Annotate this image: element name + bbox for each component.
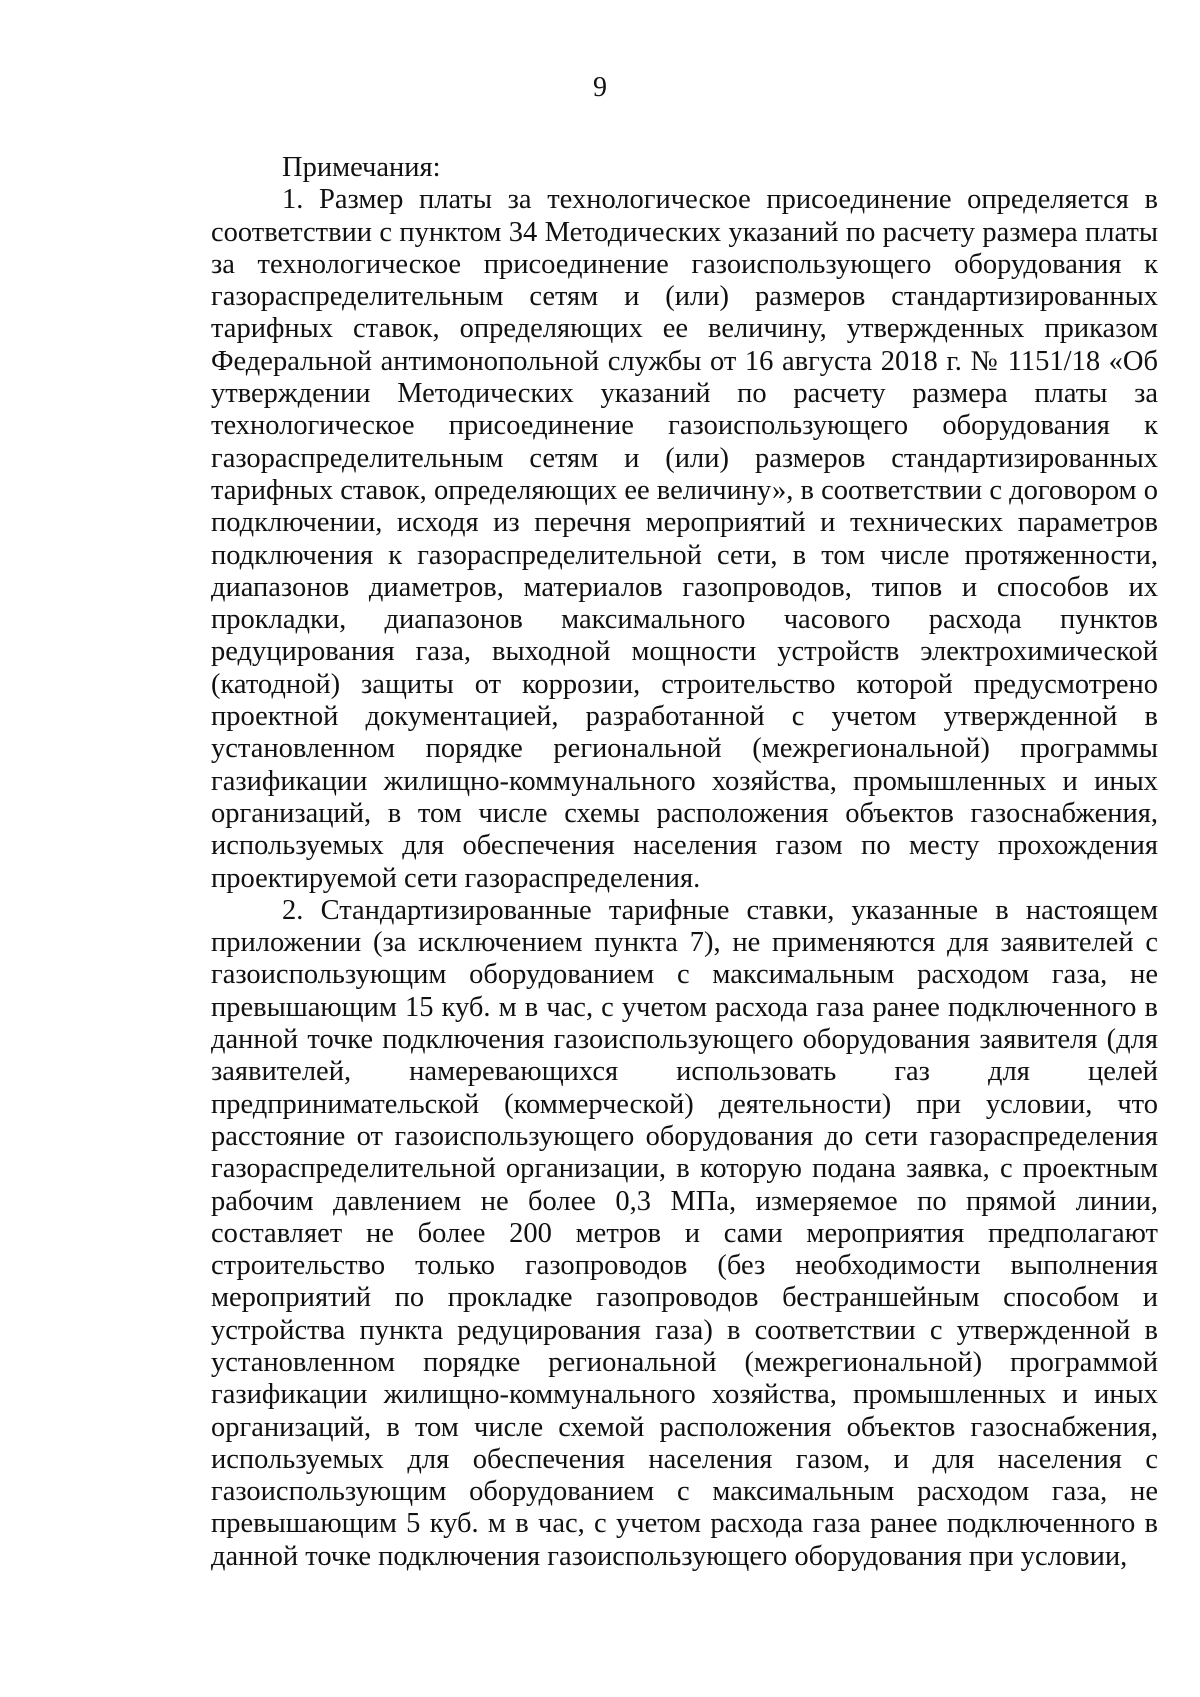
- page-number: 9: [593, 72, 607, 103]
- notes-heading: Примечания:: [282, 152, 441, 183]
- note-paragraph-2: 2. Стандартизированные тарифные ставки, указанные в настоящем приложении (за исключением пункта 7), не применяются для заявителей с газоиспользующим оборудованием с максимальным расходом газа, не превышающим 15 куб. м в час, с учетом расхода газа ранее подключенного в данной точке подключения газоиспользующего оборудования заявителя (для заявителей, намеревающихся использовать газ для целей предпринимательской (коммерческой) деятельности) при условии, что расстояние от газоиспользующего оборудования до сети газораспределения газораспределительной организации, в которую подана заявка, с проектным рабочим давлением не более 0,3 МПа, измеряемое по прямой линии, составляет не более 200 метров и сами мероприятия предполагают строительство только газопроводов (без необходимости выполнения мероприятий по прокладке газопроводов бестраншейным способом и устройства пункта редуцирования газа) в соответствии с утвержденной в установленном порядке региональной (межрегиональной) программой газификации жилищно-коммунального хозяйства, промышленных и иных организаций, в том числе схемой расположения объектов газоснабжения, используемых для обеспечения населения газом, и для населения с газоиспользующим оборудованием с максимальным расходом газа, не превышающим 5 куб. м в час, с учетом расхода газа ранее подключенного в данной точке подключения газоиспользующего оборудования при условии,: [211, 894, 1158, 1572]
- note-paragraph-1: 1. Размер платы за технологическое присоединение определяется в соответствии с пунктом 34 Методических указаний по расчету размера платы за технологическое присоединение газоиспользующего оборудования к газораспределительным сетям и (или) размеров стандартизированных тарифных ставок, определяющих ее величину, утвержденных приказом Федеральной антимонопольной службы от 16 августа 2018 г. № 1151/18 «Об утверждении Методических указаний по расчету размера платы за технологическое присоединение газоиспользующего оборудования к газораспределительным сетям и (или) размеров стандартизированных тарифных ставок, определяющих ее величину», в соответствии с договором о подключении, исходя из перечня мероприятий и технических параметров подключения к газораспределительной сети, в том числе протяженности, диапазонов диаметров, материалов газопроводов, типов и способов их прокладки, диапазонов максимального часового расхода пунктов редуцирования газа, выходной мощности устройств электрохимической (катодной) защиты от коррозии, строительство которой предусмотрено проектной документацией, разработанной с учетом утвержденной в установленном порядке региональной (межрегиональной) программы газификации жилищно-коммунального хозяйства, промышленных и иных организаций, в том числе схемы расположения объектов газоснабжения, используемых для обеспечения населения газом по месту прохождения проектируемой сети газораспределения.: [211, 184, 1158, 894]
- document-body: [211, 152, 1158, 1573]
